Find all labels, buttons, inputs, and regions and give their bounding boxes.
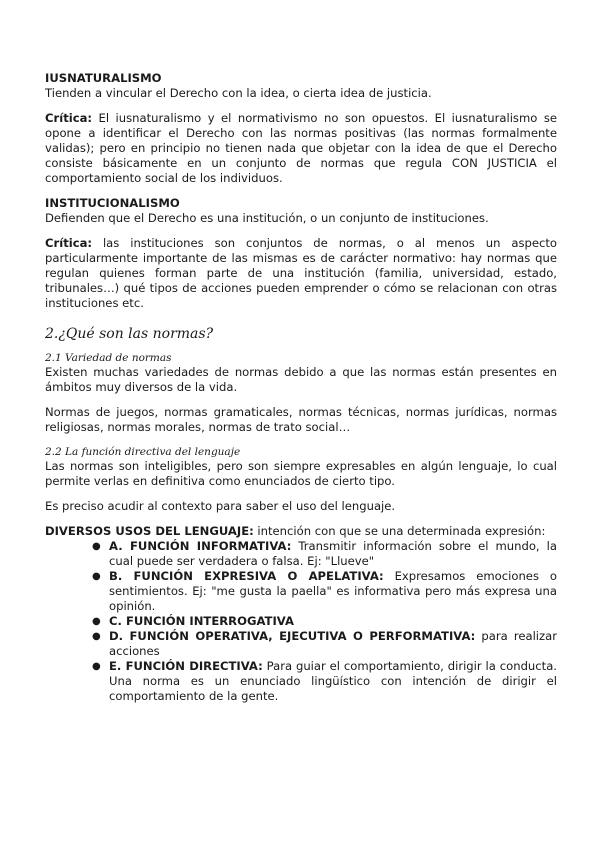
variedad-paragraph-2: Normas de juegos, normas gramaticales, normas técnicas, normas jurídicas, normas religiosas, normas morales, normas de trato social… <box>45 405 557 434</box>
subsection-title-funcion-directiva: 2.2 La función directiva del lenguaje <box>45 446 241 458</box>
bullet-icon: ● <box>92 571 101 582</box>
critica-label: Crítica: <box>45 111 93 125</box>
list-item <box>92 539 557 569</box>
heading-institucionalismo: INSTITUCIONALISMO <box>45 196 180 210</box>
heading-iusnaturalismo: IUSNATURALISMO <box>45 71 162 85</box>
list-item <box>92 629 557 659</box>
item-label: A. FUNCIÓN INFORMATIVA: <box>109 539 292 553</box>
bullet-icon: ● <box>92 661 101 672</box>
item-text: Expresamos emociones o sentimientos. Ej: "me gusta la paella" es informativa pero más expresa una opinión. <box>109 569 557 613</box>
list-item <box>92 659 557 704</box>
usos-intro <box>45 524 557 539</box>
iusnaturalismo-definition: Tienden a vincular el Derecho con la idea, o cierta idea de justicia. <box>45 86 432 100</box>
item-text: para realizar acciones <box>109 629 557 658</box>
critica-text: las instituciones son conjuntos de normas, o al menos un aspecto particularmente importante de las mismas es de carácter normativo: hay normas que regulan quienes forman parte de una institución (familia, universidad, estado, tribunales…) qué tipos de acciones pueden emprender o cómo se relacionan con otras instituciones etc. <box>45 236 557 310</box>
funcion-paragraph-1: Las normas son inteligibles, pero son siempre expresables en algún lenguaje, lo cual permite verlas en definitiva como enunciados de cierto tipo. <box>45 459 557 488</box>
usos-label: DIVERSOS USOS DEL LENGUAJE: <box>45 524 254 538</box>
list-item <box>92 614 557 629</box>
critica-label: Crítica: <box>45 236 93 250</box>
item-label: E. FUNCIÓN DIRECTIVA: <box>109 659 263 673</box>
subsection-title-variedad: 2.1 Variedad de normas <box>45 352 172 364</box>
item-text: Para guiar el comportamiento, dirigir la conducta. Una norma es un enunciado lingüístico con intención de dirigir el comportamiento de la gente. <box>109 659 557 703</box>
bullet-icon: ● <box>92 631 101 642</box>
institucionalismo-definition: Defienden que el Derecho es una institución, o un conjunto de instituciones. <box>45 211 489 225</box>
bullet-icon: ● <box>92 616 101 627</box>
variedad-paragraph-1: Existen muchas variedades de normas debido a que las normas están presentes en ámbitos muy diversos de la vida. <box>45 365 557 394</box>
item-label: B. FUNCIÓN EXPRESIVA O APELATIVA: <box>109 569 384 583</box>
section-title: 2.¿Qué son las normas? <box>45 326 214 342</box>
item-label: C. FUNCIÓN INTERROGATIVA <box>109 614 294 628</box>
funcion-paragraph-2: Es preciso acudir al contexto para saber el uso del lenguaje. <box>45 499 396 513</box>
document-body <box>45 71 557 704</box>
usos-list <box>45 539 557 704</box>
critica-text: El iusnaturalismo y el normativismo no son opuestos. El iusnaturalismo se opone a identificar el Derecho con las normas positivas (las normas formalmente validas); pero en principio no tienen nada que objetar con la idea de que el Derecho consiste básicamente en un conjunto de normas que regula CON JUSTICIA el comportamiento social de los individuos. <box>45 111 557 185</box>
bullet-icon: ● <box>92 541 101 552</box>
usos-text: intención con que se una determinada expresión: <box>253 524 546 538</box>
list-item <box>92 569 557 614</box>
item-label: D. FUNCIÓN OPERATIVA, EJECUTIVA O PERFORMATIVA: <box>109 629 476 643</box>
iusnaturalismo-critica <box>45 111 557 186</box>
item-text: Transmitir información sobre el mundo, la cual puede ser verdadera o falsa. Ej: "Llueve" <box>109 539 557 568</box>
institucionalismo-critica <box>45 236 557 311</box>
